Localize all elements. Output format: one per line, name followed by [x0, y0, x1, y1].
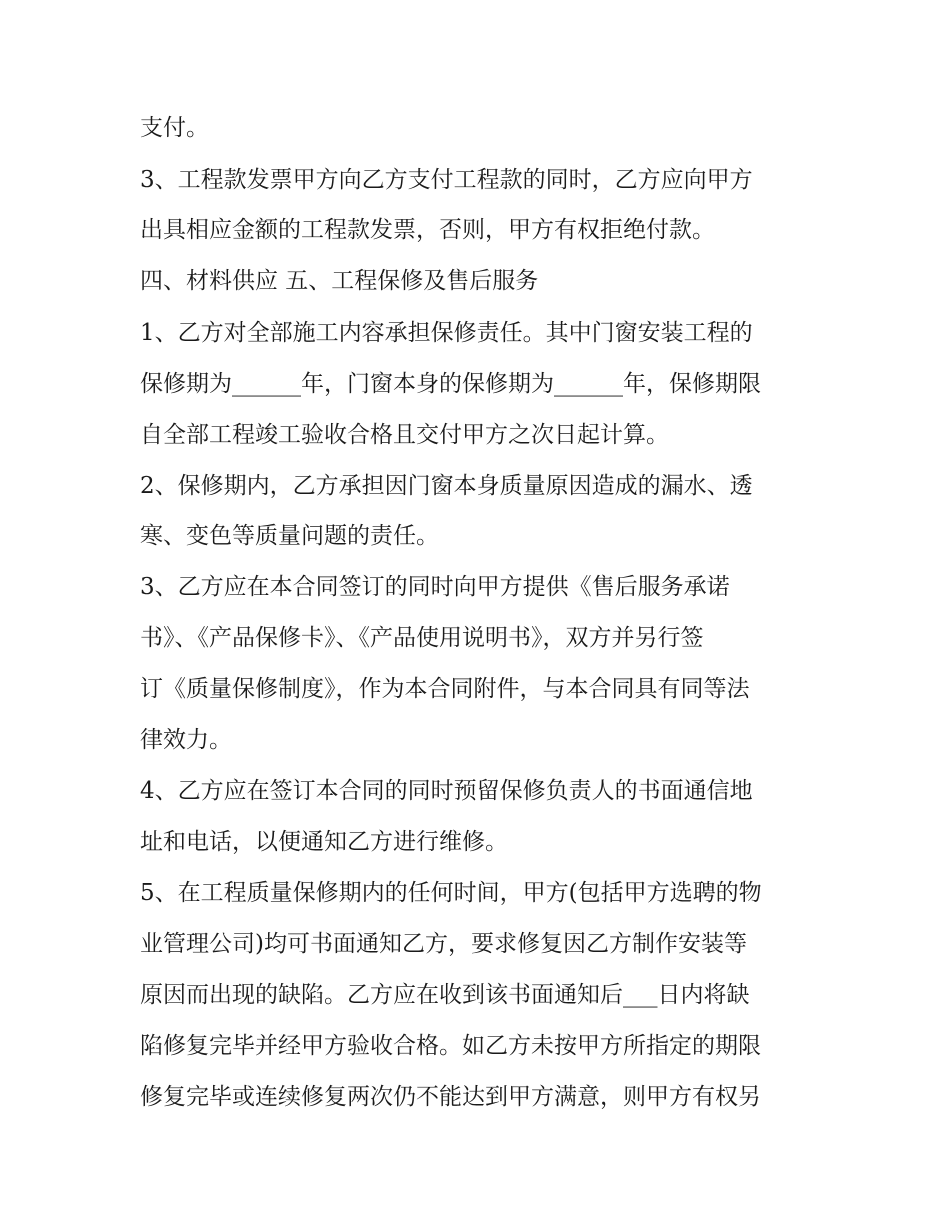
- text-line: 律效力。: [140, 727, 232, 753]
- text-line: 自全部工程竣工验收合格且交付甲方之次日起计算。: [140, 422, 669, 448]
- text-line: 4、乙方应在签订本合同的同时预留保修负责人的书面通信地: [140, 778, 753, 804]
- text-line: 1、乙方对全部施工内容承担保修责任。其中门窗安装工程的: [140, 320, 753, 346]
- text-line: 书》、《产品保修卡》、《产品使用说明书》，双方并另行签: [140, 625, 704, 651]
- text-line: 出具相应金额的工程款发票，否则，甲方有权拒绝付款。: [140, 217, 715, 243]
- text-line: 原因而出现的缺陷。乙方应在收到该书面通知后___日内将缺: [140, 982, 750, 1008]
- text-line: 陷修复完毕并经甲方验收合格。如乙方未按甲方所指定的期限: [140, 1033, 761, 1059]
- text-line: 保修期为______年，门窗本身的保修期为______年，保修期限: [140, 371, 761, 397]
- text-line: 址和电话，以便通知乙方进行维修。: [140, 829, 508, 855]
- text-line: 订《质量保修制度》，作为本合同附件，与本合同具有同等法: [140, 676, 750, 702]
- section-heading: 四、材料供应 五、工程保修及售后服务: [140, 268, 539, 294]
- text-line: 修复完毕或连续修复两次仍不能达到甲方满意，则甲方有权另: [140, 1084, 761, 1110]
- text-line: 寒、变色等质量问题的责任。: [140, 523, 439, 549]
- text-line: 5、在工程质量保修期内的任何时间，甲方(包括甲方选聘的物: [140, 880, 762, 906]
- text-line: 3、乙方应在本合同签订的同时向甲方提供《售后服务承诺: [140, 574, 730, 600]
- text-line: 3、工程款发票甲方向乙方支付工程款的同时，乙方应向甲方: [140, 167, 753, 193]
- text-line: 支付。: [140, 115, 209, 141]
- text-line: 2、保修期内，乙方承担因门窗本身质量原因造成的漏水、透: [140, 473, 753, 499]
- text-line: 业管理公司)均可书面通知乙方，要求修复因乙方制作安装等: [140, 931, 747, 957]
